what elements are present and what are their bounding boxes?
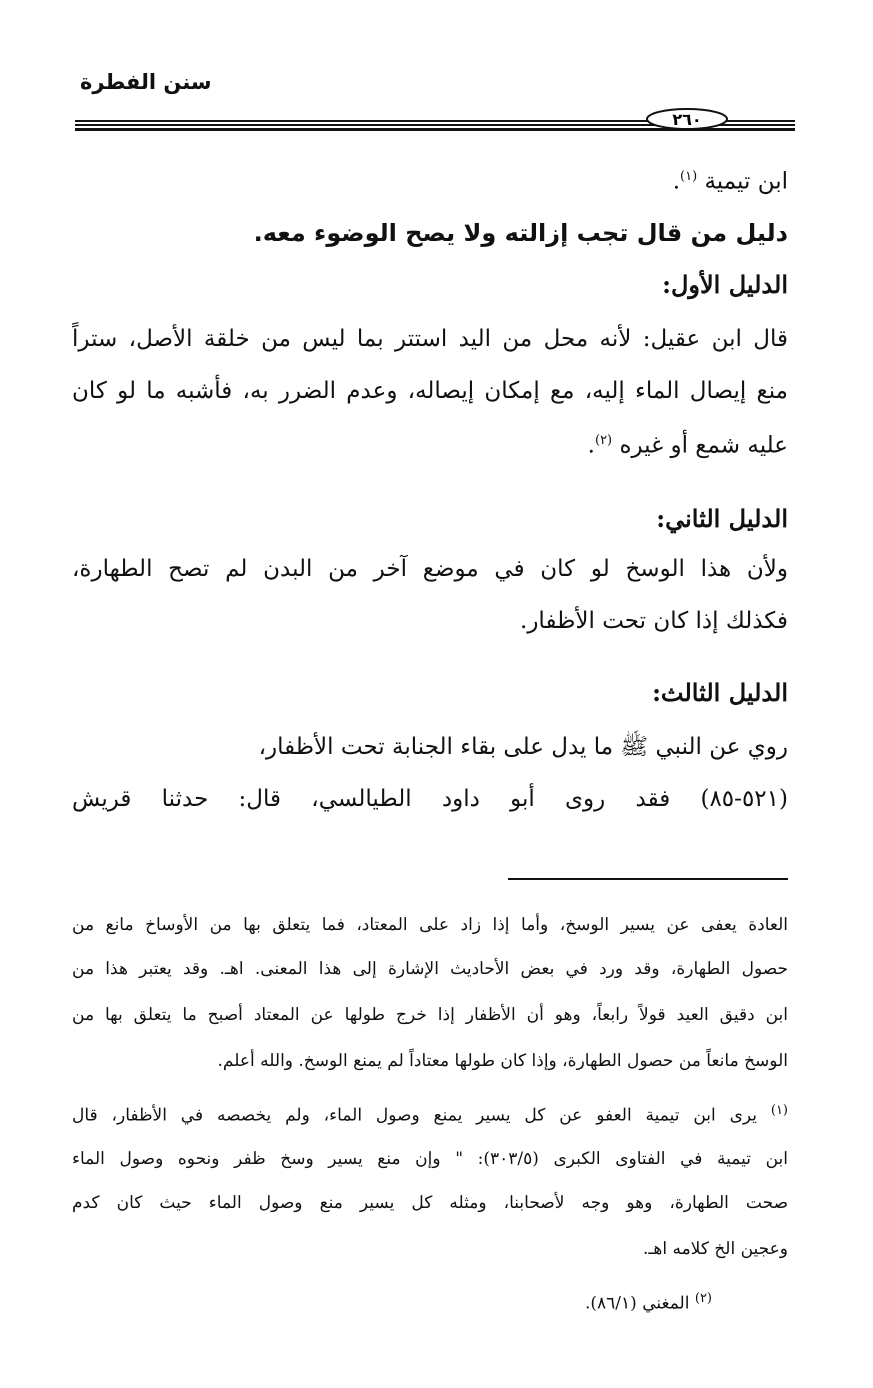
paragraph-line: قال ابن عقيل: لأنه محل من اليد استتر بما ليس من خلقة الأصل، ستراً bbox=[72, 326, 788, 352]
footnote-line: ابن دقيق العيد قولاً رابعاً، وهو أن الأظفار إذا خرج طولها عن المعتاد أصبح ما يتعلق بها من bbox=[72, 1005, 788, 1025]
subheading-first-evidence: الدليل الأول: bbox=[662, 270, 788, 299]
book-title: سنن الفطرة bbox=[80, 70, 212, 94]
footnote-marker: (٢) bbox=[694, 1291, 712, 1306]
subheading-third-evidence: الدليل الثالث: bbox=[652, 678, 788, 707]
footnote-line: حصول الطهارة، وقد ورد في بعض الأحاديث الإشارة إلى هذا المعنى. اهـ. وقد يعتبر هذا من bbox=[72, 959, 788, 979]
footnote-ref: (٢) bbox=[594, 433, 613, 448]
text: . bbox=[587, 432, 595, 459]
paragraph-line: روي عن النبي ﷺ ما يدل على بقاء الجنابة تحت الأظفار، bbox=[258, 734, 788, 760]
section-heading: دليل من قال تجب إزالته ولا يصح الوضوء معه. bbox=[253, 219, 788, 247]
footnote-line: وعجين الخ كلامه اهـ. bbox=[642, 1239, 788, 1259]
text: المغني (٨٦/١). bbox=[585, 1293, 690, 1314]
paragraph-line: فكذلك إذا كان تحت الأظفار. bbox=[520, 608, 788, 634]
paragraph-line bbox=[72, 424, 788, 463]
text: . bbox=[672, 168, 681, 195]
text: ابن تيمية bbox=[704, 168, 788, 195]
footnote-ref: (١) bbox=[680, 169, 698, 184]
footnote-1 bbox=[72, 1098, 788, 1129]
header-rule bbox=[75, 108, 795, 134]
footnote-line: العادة يعفى عن يسير الوسخ، وأما إذا زاد على المعتاد، فما يتعلق بها من الأوساخ مانع من bbox=[72, 915, 788, 935]
footnote-2 bbox=[72, 1286, 712, 1317]
footnote-line: الوسخ مانعاً من حصول الطهارة، وإذا كان طولها معتاداً لم يمنع الوسخ. والله أعلم. bbox=[217, 1051, 788, 1071]
footnote-line: صحت الطهارة، وهو وجه لأصحابنا، ومثله كل يسير منع وصول الماء حيث كان كدم bbox=[72, 1193, 788, 1213]
paragraph-line: ولأن هذا الوسخ لو كان في موضع آخر من البدن لم تصح الطهارة، bbox=[72, 556, 788, 582]
subheading-second-evidence: الدليل الثاني: bbox=[656, 504, 788, 533]
page-number: ٢٦٠ bbox=[672, 110, 702, 129]
paragraph-line: (٥٢١-٨٥) فقد روى أبو داود الطيالسي، قال: حدثنا قريش bbox=[72, 786, 788, 812]
footnote-line: ابن تيمية في الفتاوى الكبرى (٣٠٣/٥): " وإن منع يسير وسخ ظفر ونحوه وصول الماء bbox=[72, 1149, 788, 1169]
body-line bbox=[72, 160, 788, 199]
footnote-marker: (١) bbox=[770, 1103, 788, 1118]
text: يرى ابن تيمية العفو عن كل يسير يمنع وصول الماء، ولم يخصصه في الأظفار، قال bbox=[72, 1105, 757, 1126]
footnote-separator bbox=[508, 878, 788, 880]
paragraph-line: منع إيصال الماء إليه، مع إمكان إيصاله، وعدم الضرر به، فأشبه ما لو كان bbox=[72, 378, 788, 404]
text: عليه شمع أو غيره bbox=[619, 432, 788, 459]
